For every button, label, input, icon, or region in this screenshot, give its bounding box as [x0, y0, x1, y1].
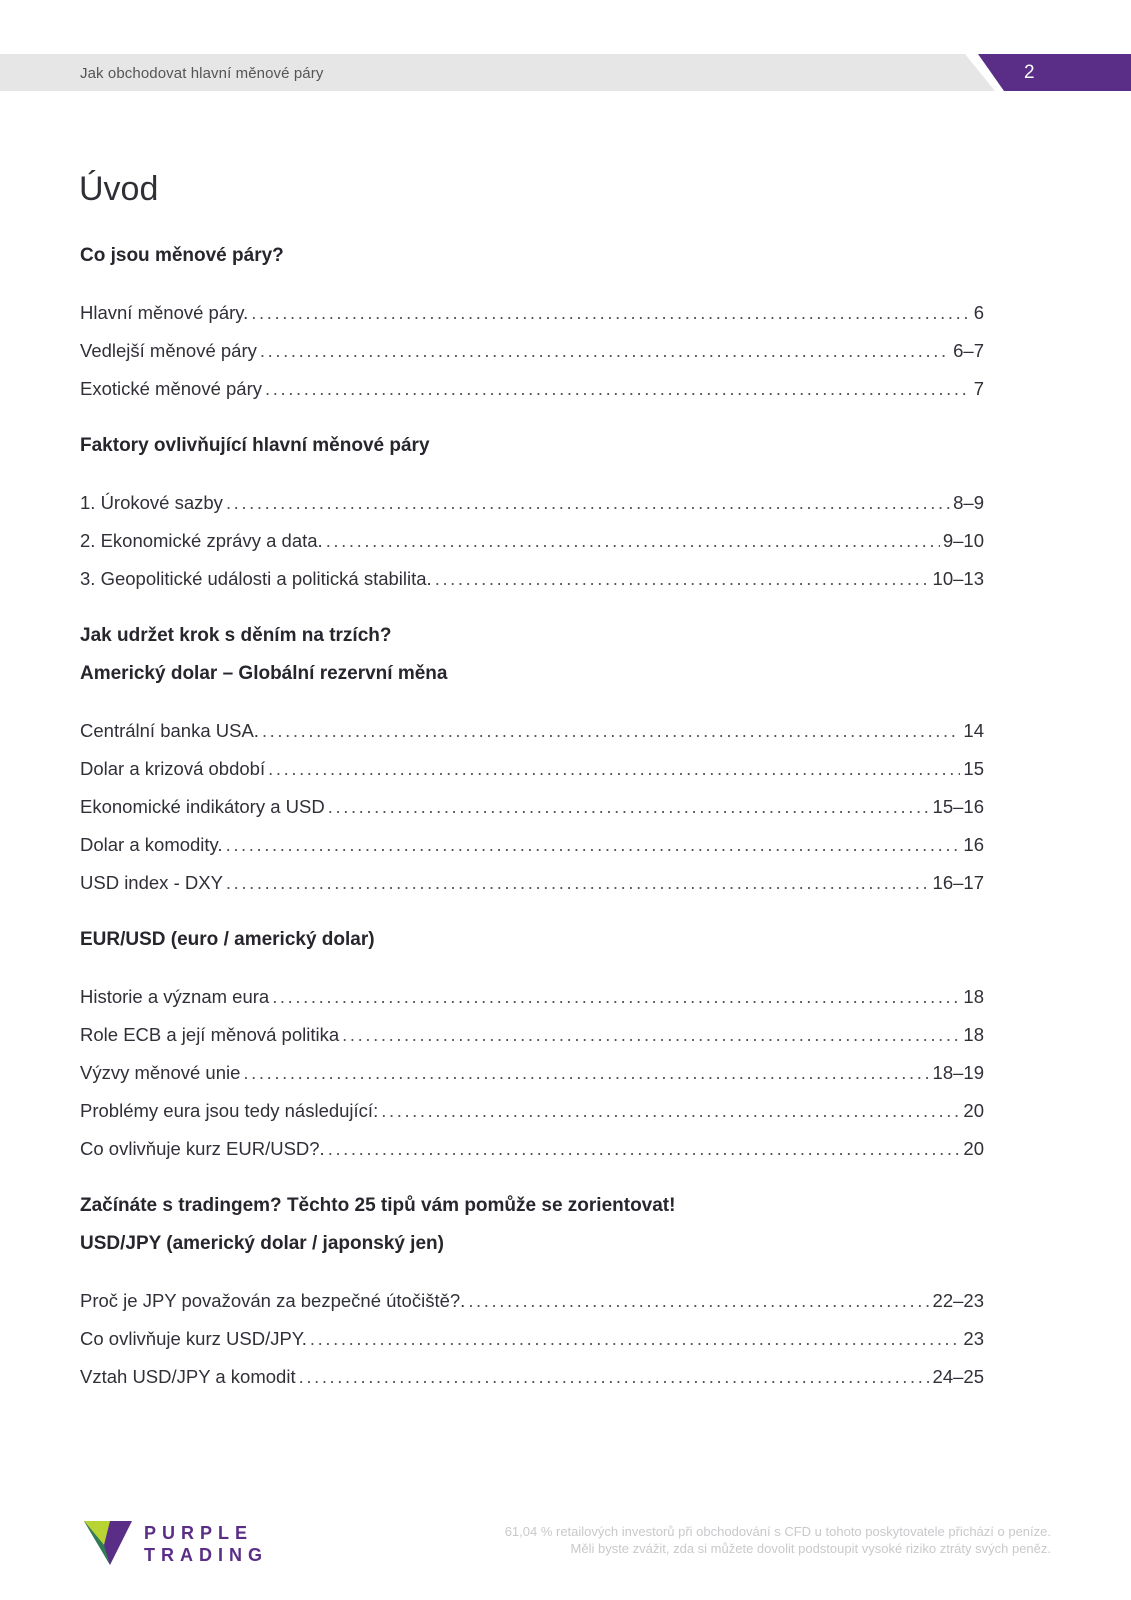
toc-entry-label: Historie a význam eura [80, 986, 270, 1007]
page-number-tab [978, 54, 1131, 91]
toc-entry-page: 10–13 [932, 568, 984, 589]
dot-leader [342, 1023, 960, 1047]
toc-entry-label: 2. Ekonomické zprávy a data. [80, 530, 323, 551]
toc-entry[interactable] [80, 985, 984, 1023]
disclaimer-line: Měli byste zvážit, zda si můžete dovolit podstoupit vysoké riziko ztráty svých peněz. [570, 1541, 1051, 1556]
dot-leader [328, 795, 930, 819]
toc-entry-page: 16–17 [932, 872, 984, 893]
toc-section-title: Jak udržet krok s děním na trzích? [80, 625, 392, 646]
toc-entry-page: 6 [973, 302, 984, 323]
toc-entry-page: 6–7 [953, 340, 984, 361]
dot-leader [328, 1137, 961, 1161]
toc-section-title: Začínáte s tradingem? Těchto 25 tipů vám pomůže se zorientovat! [80, 1195, 676, 1216]
toc-entry-label: Dolar a krizová období [80, 758, 266, 779]
dot-leader [272, 985, 960, 1009]
toc-entry-label: 1. Úrokové sazby [80, 492, 223, 513]
toc-entry-label: Dolar a komodity. [80, 834, 223, 855]
toc-entry-page: 24–25 [932, 1366, 984, 1387]
logo-mark-icon [84, 1521, 132, 1565]
page-number: 2 [1024, 62, 1035, 83]
toc-entry[interactable] [80, 795, 984, 833]
toc-entry[interactable] [80, 757, 984, 795]
toc-entry-page: 18 [963, 986, 984, 1007]
dot-leader [226, 833, 961, 857]
toc-entry-page: 22–23 [932, 1290, 984, 1311]
purple-trading-logo [84, 1518, 284, 1570]
toc-section-title: EUR/USD (euro / americký dolar) [80, 929, 375, 950]
toc-entry[interactable] [80, 1327, 984, 1365]
table-of-contents [80, 244, 984, 1422]
risk-disclaimer [411, 1523, 1051, 1557]
toc-entry-label: Proč je JPY považován za bezpečné útočiště?. [80, 1290, 466, 1311]
dot-leader [226, 491, 950, 515]
dot-leader [265, 377, 971, 401]
logo-word-trading: TRADING [144, 1545, 268, 1565]
dot-leader [268, 757, 960, 781]
toc-entry[interactable] [80, 1137, 984, 1175]
toc-entry-label: Ekonomické indikátory a USD [80, 796, 325, 817]
toc-entry-page: 7 [973, 378, 984, 399]
toc-entry-label: USD index - DXY [80, 872, 223, 893]
toc-entry-label: Výzvy měnové unie [80, 1062, 241, 1083]
toc-entry[interactable] [80, 301, 984, 339]
toc-entry[interactable] [80, 1061, 984, 1099]
toc-entry-label: Vztah USD/JPY a komodit [80, 1366, 296, 1387]
toc-entry-label: Problémy eura jsou tedy následující: [80, 1100, 379, 1121]
toc-entry-label: Vedlejší měnové páry [80, 340, 257, 361]
dot-leader [260, 339, 950, 363]
toc-entry-label: Exotické měnové páry [80, 378, 263, 399]
toc-section-title: Co jsou měnové páry? [80, 245, 284, 266]
toc-section-title: Americký dolar – Globální rezervní měna [80, 663, 448, 684]
dot-leader [381, 1099, 960, 1123]
toc-entry-label: 3. Geopolitické události a politická stabilita. [80, 568, 432, 589]
toc-entry-page: 20 [963, 1138, 984, 1159]
toc-entry[interactable] [80, 1023, 984, 1061]
page-header [0, 54, 1131, 91]
toc-entry[interactable] [80, 833, 984, 871]
dot-leader [310, 1327, 961, 1351]
toc-entry[interactable] [80, 719, 984, 757]
toc-entry-page: 18–19 [932, 1062, 984, 1083]
dot-leader [262, 719, 960, 743]
toc-section-title: Faktory ovlivňující hlavní měnové páry [80, 435, 430, 456]
dot-leader [435, 567, 930, 591]
toc-entry-page: 15–16 [932, 796, 984, 817]
toc-entry-page: 9–10 [942, 530, 984, 551]
toc-entry-label: Co ovlivňuje kurz EUR/USD?. [80, 1138, 325, 1159]
dot-leader [243, 1061, 929, 1085]
toc-entry[interactable] [80, 529, 984, 567]
toc-entry[interactable] [80, 491, 984, 529]
toc-entry-page: 15 [963, 758, 984, 779]
toc-entry[interactable] [80, 1289, 984, 1327]
toc-entry[interactable] [80, 339, 984, 377]
page-heading: Úvod [79, 170, 159, 208]
logo-wordmark [144, 1522, 268, 1566]
toc-entry-page: 14 [963, 720, 984, 741]
disclaimer-line: 61,04 % retailových investorů při obchodování s CFD u tohoto poskytovatele přichází o peníze. [504, 1524, 1051, 1539]
toc-entry[interactable] [80, 871, 984, 909]
toc-entry-page: 16 [963, 834, 984, 855]
dot-leader [226, 871, 930, 895]
toc-entry-page: 20 [963, 1100, 984, 1121]
dot-leader [251, 301, 970, 325]
document-title: Jak obchodovat hlavní měnové páry [80, 65, 324, 82]
logo-word-purple: PURPLE [144, 1523, 254, 1543]
toc-entry[interactable] [80, 1365, 984, 1403]
toc-entry-page: 18 [963, 1024, 984, 1045]
toc-entry-label: Role ECB a její měnová politika [80, 1024, 340, 1045]
toc-entry-label: Centrální banka USA. [80, 720, 259, 741]
toc-entry-page: 8–9 [953, 492, 984, 513]
toc-section-title: USD/JPY (americký dolar / japonský jen) [80, 1233, 444, 1254]
dot-leader [326, 529, 940, 553]
dot-leader [299, 1365, 930, 1389]
toc-entry-label: Co ovlivňuje kurz USD/JPY. [80, 1328, 307, 1349]
toc-entry[interactable] [80, 1099, 984, 1137]
toc-entry-page: 23 [963, 1328, 984, 1349]
toc-entry-label: Hlavní měnové páry. [80, 302, 249, 323]
toc-entry[interactable] [80, 377, 984, 415]
dot-leader [468, 1289, 929, 1313]
toc-entry[interactable] [80, 567, 984, 605]
